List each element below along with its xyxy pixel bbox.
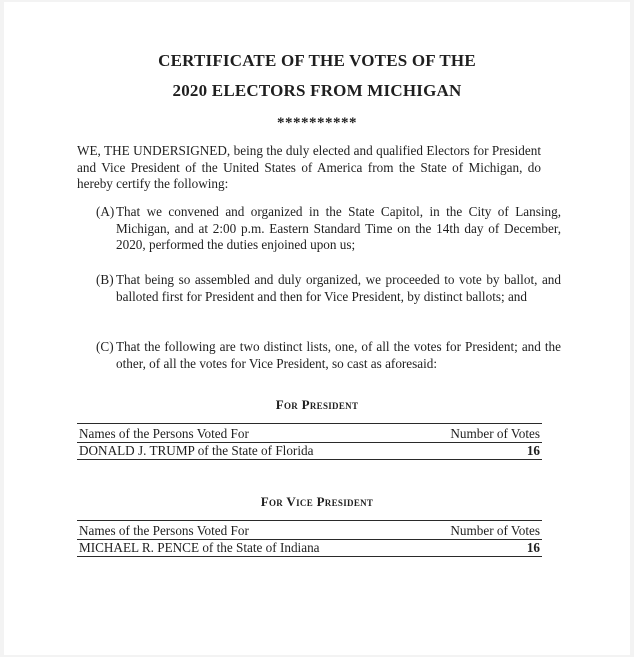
table-bottom-rule bbox=[77, 556, 542, 557]
item-c-label: (C) bbox=[96, 339, 114, 354]
table-row bbox=[77, 540, 542, 556]
title-divider-stars: ********** bbox=[277, 115, 357, 131]
vote-count: 16 bbox=[526, 540, 540, 555]
column-header-votes: Number of Votes bbox=[450, 523, 540, 538]
intro-paragraph: WE, THE UNDERSIGNED, being the duly elected and qualified Electors for President and Vice President of the United States of America from the State of Michigan, do hereby certify the following: bbox=[77, 143, 541, 191]
item-b-text: That being so assembled and duly organized, we proceeded to vote by ballot, and balloted first for President and then for Vice President, by distinct ballots; and bbox=[116, 272, 561, 304]
certificate-title-line-1: CERTIFICATE OF THE VOTES OF THE bbox=[158, 51, 476, 70]
table-bottom-rule bbox=[77, 459, 542, 460]
candidate-name: MICHAEL R. PENCE of the State of Indiana bbox=[79, 540, 320, 555]
vote-count: 16 bbox=[526, 443, 540, 458]
column-header-votes: Number of Votes bbox=[450, 426, 540, 441]
item-b-label: (B) bbox=[96, 272, 114, 287]
table-header-row bbox=[77, 426, 542, 442]
president-heading bbox=[4, 397, 630, 413]
certificate-title-line-2: 2020 ELECTORS FROM MICHIGAN bbox=[172, 81, 462, 100]
table-header-row bbox=[77, 523, 542, 539]
vice-president-heading bbox=[4, 494, 630, 510]
vice-president-votes-table bbox=[77, 520, 542, 557]
column-header-names: Names of the Persons Voted For bbox=[79, 523, 249, 538]
item-a-label: (A) bbox=[96, 204, 115, 219]
item-c-text: That the following are two distinct lists, one, of all the votes for President; and the other, of all the votes for Vice President, so cast as aforesaid: bbox=[116, 339, 561, 371]
president-heading-text: For President bbox=[275, 397, 359, 412]
column-header-names: Names of the Persons Voted For bbox=[79, 426, 249, 441]
candidate-name: DONALD J. TRUMP of the State of Florida bbox=[79, 443, 314, 458]
table-row bbox=[77, 443, 542, 459]
item-a-text: That we convened and organized in the State Capitol, in the City of Lansing, Michigan, and at 2:00 p.m. Eastern Standard Time on the 14th day of December, 2020, performed the duties enjoined upon us; bbox=[116, 204, 561, 252]
certificate-page bbox=[4, 2, 630, 655]
vice-president-heading-text: For Vice President bbox=[260, 494, 374, 509]
president-votes-table bbox=[77, 423, 542, 460]
